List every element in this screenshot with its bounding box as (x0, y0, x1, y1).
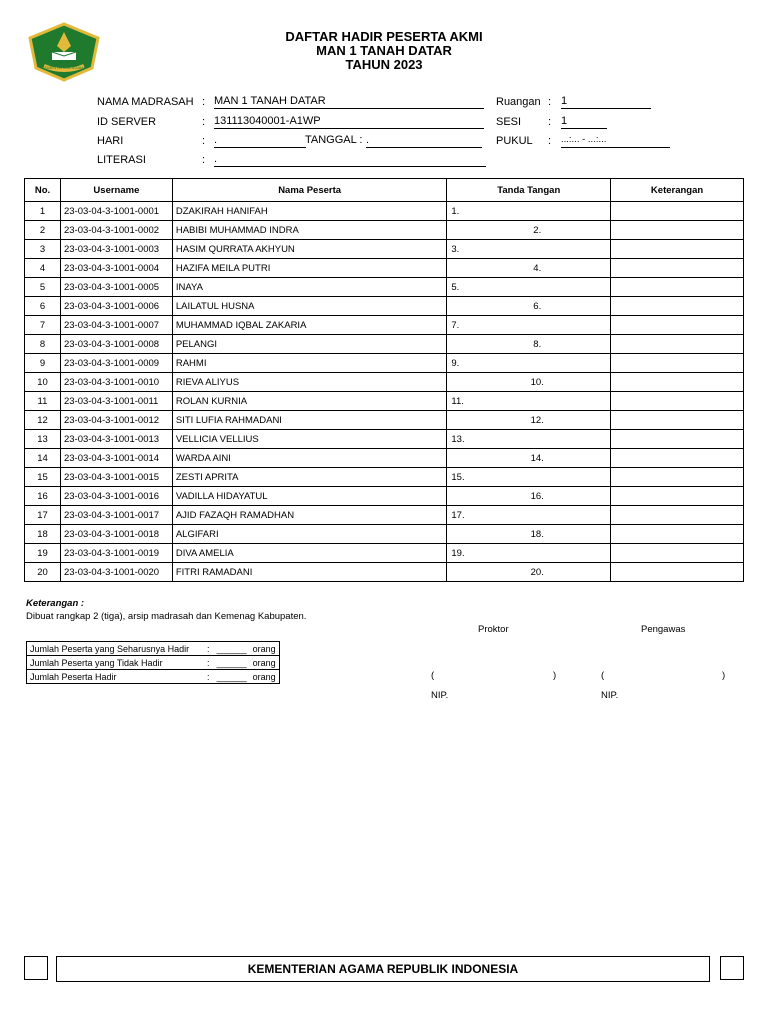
row-no: 8 (25, 335, 61, 354)
row-keterangan[interactable] (611, 221, 744, 240)
row-username: 23-03-04-3-1001-0018 (60, 525, 172, 544)
row-signature[interactable]: 10. (447, 373, 611, 392)
row-username: 23-03-04-3-1001-0017 (60, 506, 172, 525)
id-server-label: ID SERVER (97, 116, 157, 128)
table-row (25, 354, 744, 373)
row-no: 13 (25, 430, 61, 449)
row-username: 23-03-04-3-1001-0008 (60, 335, 172, 354)
proktor-paren-open: ( (431, 670, 435, 681)
col-keterangan-header: Keterangan (611, 179, 744, 202)
row-nama: WARDA AINI (172, 449, 447, 468)
row-no: 6 (25, 297, 61, 316)
row-username: 23-03-04-3-1001-0011 (60, 392, 172, 411)
row-keterangan[interactable] (611, 259, 744, 278)
row-nama: ROLAN KURNIA (172, 392, 447, 411)
table-row (25, 373, 744, 392)
row-username: 23-03-04-3-1001-0020 (60, 563, 172, 582)
row-no: 10 (25, 373, 61, 392)
row-username: 23-03-04-3-1001-0005 (60, 278, 172, 297)
summary-colon: : (204, 670, 214, 684)
literasi-label: LITERASI (97, 154, 146, 166)
row-username: 23-03-04-3-1001-0003 (60, 240, 172, 259)
row-no: 1 (25, 202, 61, 221)
row-nama: ZESTI APRITA (172, 468, 447, 487)
row-keterangan[interactable] (611, 373, 744, 392)
table-row (25, 525, 744, 544)
literasi-value: . (214, 153, 486, 167)
table-row (25, 430, 744, 449)
table-row (25, 468, 744, 487)
ruangan-label: Ruangan (496, 96, 541, 108)
pengawas-paren-close: ) (722, 670, 726, 681)
row-keterangan[interactable] (611, 411, 744, 430)
table-row (25, 411, 744, 430)
col-no-header: No. (25, 179, 61, 202)
colon: : (548, 116, 552, 128)
row-no: 9 (25, 354, 61, 373)
ruangan-value: 1 (561, 95, 651, 109)
summary-blank[interactable]: ______ (214, 642, 250, 656)
proktor-paren-close: ) (553, 670, 557, 681)
row-no: 12 (25, 411, 61, 430)
summary-label: Jumlah Peserta yang Tidak Hadir (27, 656, 204, 670)
row-no: 7 (25, 316, 61, 335)
row-username: 23-03-04-3-1001-0012 (60, 411, 172, 430)
table-row (25, 278, 744, 297)
row-nama: ALGIFARI (172, 525, 447, 544)
summary-blank[interactable]: ______ (214, 656, 250, 670)
doc-subtitle: MAN 1 TANAH DATAR (316, 43, 452, 58)
table-row (25, 335, 744, 354)
row-no: 19 (25, 544, 61, 563)
colon: : (202, 135, 206, 147)
keterangan-text: Dibuat rangkap 2 (tiga), arsip madrasah dan Kemenag Kabupaten. (26, 611, 307, 622)
id-server-value: 131113040001-A1WP (214, 115, 484, 129)
row-keterangan[interactable] (611, 316, 744, 335)
row-signature[interactable]: 1. (447, 202, 611, 221)
col-ttd-header: Tanda Tangan (447, 179, 611, 202)
table-row (25, 221, 744, 240)
row-username: 23-03-04-3-1001-0007 (60, 316, 172, 335)
row-keterangan[interactable] (611, 468, 744, 487)
row-no: 15 (25, 468, 61, 487)
row-signature[interactable]: 20. (447, 563, 611, 582)
table-row (25, 240, 744, 259)
colon: : (202, 96, 206, 108)
pukul-value: ...:... - ...:... (561, 134, 670, 148)
row-signature[interactable]: 8. (447, 335, 611, 354)
summary-table (26, 641, 280, 684)
row-nama: LAILATUL HUSNA (172, 297, 447, 316)
row-no: 20 (25, 563, 61, 582)
row-keterangan[interactable] (611, 544, 744, 563)
doc-year: TAHUN 2023 (345, 57, 423, 72)
table-row (25, 392, 744, 411)
row-nama: AJID FAZAQH RAMADHAN (172, 506, 447, 525)
summary-unit: orang (250, 656, 280, 670)
row-keterangan[interactable] (611, 297, 744, 316)
summary-colon: : (204, 656, 214, 670)
table-row (25, 449, 744, 468)
row-signature[interactable]: 17. (447, 506, 611, 525)
colon: : (202, 154, 206, 166)
colon: : (548, 96, 552, 108)
row-no: 17 (25, 506, 61, 525)
row-signature[interactable]: 6. (447, 297, 611, 316)
row-keterangan[interactable] (611, 335, 744, 354)
proktor-label: Proktor (478, 624, 509, 635)
svg-text:KEMENTERIAN AGAMA: KEMENTERIAN AGAMA (41, 65, 87, 70)
row-nama: PELANGI (172, 335, 447, 354)
table-row (25, 297, 744, 316)
table-header-row (25, 179, 744, 202)
row-no: 5 (25, 278, 61, 297)
row-keterangan[interactable] (611, 449, 744, 468)
row-username: 23-03-04-3-1001-0015 (60, 468, 172, 487)
col-username-header: Username (60, 179, 172, 202)
row-signature[interactable]: 14. (447, 449, 611, 468)
hari-value: . (214, 134, 306, 148)
row-signature[interactable]: 3. (447, 240, 611, 259)
hari-label: HARI (97, 135, 124, 147)
row-signature[interactable]: 18. (447, 525, 611, 544)
row-signature[interactable]: 5. (447, 278, 611, 297)
row-no: 4 (25, 259, 61, 278)
row-signature[interactable]: 15. (447, 468, 611, 487)
row-signature[interactable]: 11. (447, 392, 611, 411)
row-username: 23-03-04-3-1001-0006 (60, 297, 172, 316)
row-username: 23-03-04-3-1001-0004 (60, 259, 172, 278)
row-username: 23-03-04-3-1001-0001 (60, 202, 172, 221)
row-username: 23-03-04-3-1001-0019 (60, 544, 172, 563)
tanggal-value: . (366, 134, 482, 148)
row-signature[interactable]: 13. (447, 430, 611, 449)
pengawas-label: Pengawas (641, 624, 686, 635)
summary-label: Jumlah Peserta yang Seharusnya Hadir (27, 642, 204, 656)
row-nama: VELLICIA VELLIUS (172, 430, 447, 449)
row-username: 23-03-04-3-1001-0009 (60, 354, 172, 373)
row-nama: INAYA (172, 278, 447, 297)
table-row (25, 506, 744, 525)
summary-blank[interactable]: ______ (214, 670, 250, 684)
row-no: 18 (25, 525, 61, 544)
row-nama: HABIBI MUHAMMAD INDRA (172, 221, 447, 240)
row-keterangan[interactable] (611, 487, 744, 506)
row-keterangan[interactable] (611, 525, 744, 544)
footer-left-box (24, 956, 48, 980)
row-keterangan[interactable] (611, 202, 744, 221)
pengawas-nip: NIP. (601, 690, 619, 701)
summary-label: Jumlah Peserta Hadir (27, 670, 204, 684)
row-nama: RAHMI (172, 354, 447, 373)
attendance-table (24, 178, 744, 582)
table-row (25, 563, 744, 582)
row-nama: SITI LUFIA RAHMADANI (172, 411, 447, 430)
row-no: 16 (25, 487, 61, 506)
pukul-label: PUKUL (496, 135, 533, 147)
colon: : (548, 135, 552, 147)
proktor-nip: NIP. (431, 690, 449, 701)
row-keterangan[interactable] (611, 354, 744, 373)
row-username: 23-03-04-3-1001-0010 (60, 373, 172, 392)
row-signature[interactable]: 9. (447, 354, 611, 373)
nama-madrasah-label: NAMA MADRASAH (97, 96, 194, 108)
table-row (25, 544, 744, 563)
row-no: 14 (25, 449, 61, 468)
tanggal-label: TANGGAL : (305, 134, 363, 146)
row-nama: VADILLA HIDAYATUL (172, 487, 447, 506)
row-nama: HASIM QURRATA AKHYUN (172, 240, 447, 259)
row-signature[interactable]: 16. (447, 487, 611, 506)
row-username: 23-03-04-3-1001-0013 (60, 430, 172, 449)
keterangan-label: Keterangan : (26, 598, 85, 609)
doc-title: DAFTAR HADIR PESERTA AKMI (285, 29, 483, 44)
table-row (25, 487, 744, 506)
row-nama: DIVA AMELIA (172, 544, 447, 563)
sesi-label: SESI (496, 116, 522, 128)
summary-row (27, 642, 280, 656)
table-row (25, 259, 744, 278)
col-nama-header: Nama Peserta (172, 179, 447, 202)
row-keterangan[interactable] (611, 563, 744, 582)
row-signature[interactable]: 19. (447, 544, 611, 563)
colon: : (202, 116, 206, 128)
row-nama: HAZIFA MEILA PUTRI (172, 259, 447, 278)
row-nama: DZAKIRAH HANIFAH (172, 202, 447, 221)
row-signature[interactable]: 7. (447, 316, 611, 335)
row-nama: RIEVA ALIYUS (172, 373, 447, 392)
row-keterangan[interactable] (611, 506, 744, 525)
nama-madrasah-value: MAN 1 TANAH DATAR (214, 95, 484, 109)
summary-colon: : (204, 642, 214, 656)
row-username: 23-03-04-3-1001-0016 (60, 487, 172, 506)
row-nama: MUHAMMAD IQBAL ZAKARIA (172, 316, 447, 335)
row-signature[interactable]: 4. (447, 259, 611, 278)
row-keterangan[interactable] (611, 392, 744, 411)
row-keterangan[interactable] (611, 240, 744, 259)
summary-unit: orang (250, 642, 280, 656)
summary-row (27, 656, 280, 670)
row-nama: FITRI RAMADANI (172, 563, 447, 582)
row-no: 11 (25, 392, 61, 411)
sesi-value: 1 (561, 115, 607, 129)
row-keterangan[interactable] (611, 278, 744, 297)
row-signature[interactable]: 2. (447, 221, 611, 240)
row-signature[interactable]: 12. (447, 411, 611, 430)
row-no: 3 (25, 240, 61, 259)
footer-title: KEMENTERIAN AGAMA REPUBLIK INDONESIA (56, 956, 710, 982)
table-row (25, 202, 744, 221)
summary-unit: orang (250, 670, 280, 684)
row-username: 23-03-04-3-1001-0014 (60, 449, 172, 468)
row-no: 2 (25, 221, 61, 240)
pengawas-paren-open: ( (601, 670, 605, 681)
table-row (25, 316, 744, 335)
row-keterangan[interactable] (611, 430, 744, 449)
footer-right-box (720, 956, 744, 980)
row-username: 23-03-04-3-1001-0002 (60, 221, 172, 240)
summary-row (27, 670, 280, 684)
